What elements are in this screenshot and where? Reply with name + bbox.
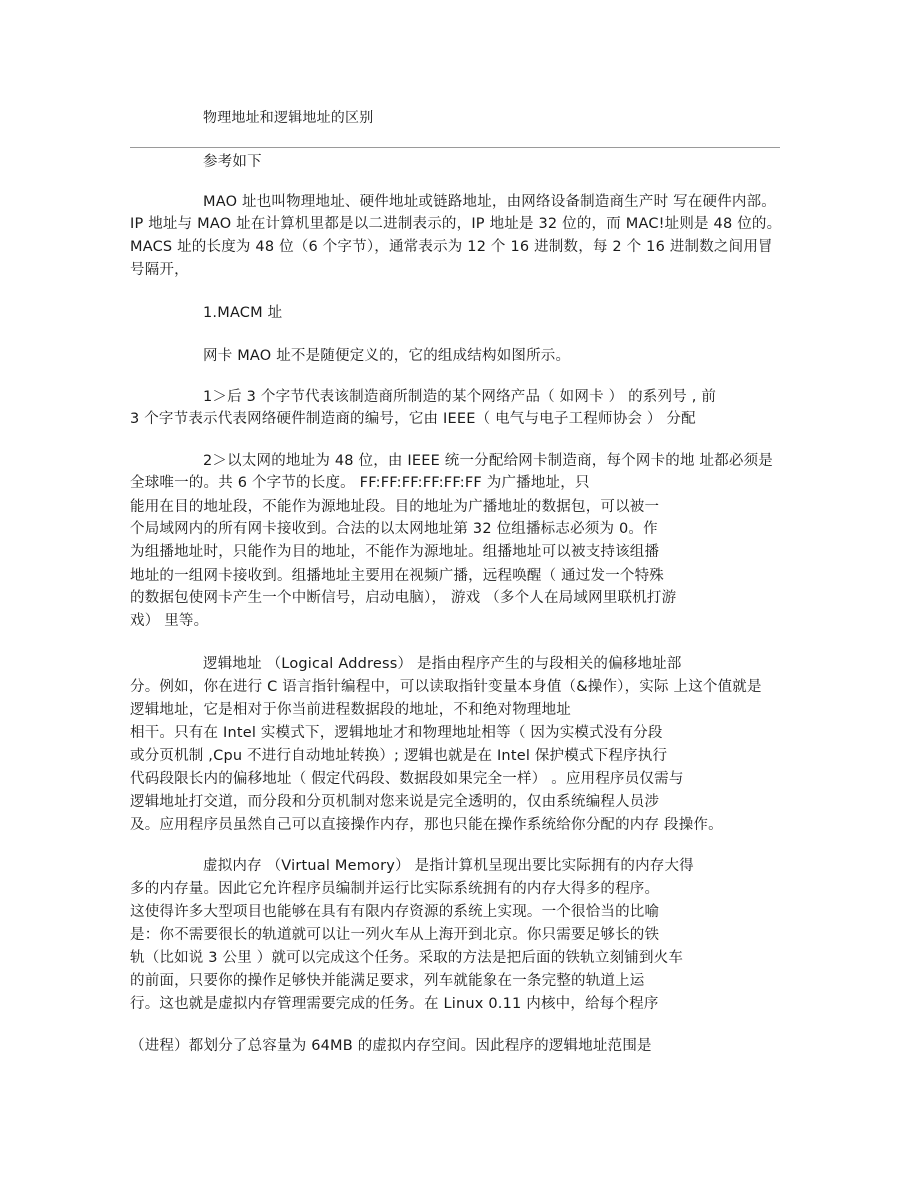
text-line: 代码段限长内的偏移地址（ 假定代码段、数据段如果完全一样） 。应用程序员仅需与 <box>130 771 684 787</box>
text-line: 的前面，只要你的操作足够快并能满足要求，列车就能象在一条完整的轨道上运 <box>130 973 645 989</box>
text-line: 或分页机制 ,Cpu 不进行自动地址转换）; 逻辑也就是在 Intel 保护模式下程序执行 <box>130 748 668 764</box>
text-line: 个局域网内的所有网卡接收到。合法的以太网地址第 32 位组播标志必须为 0。作 <box>130 521 658 537</box>
text-line: 戏） 里等。 <box>130 613 209 629</box>
text-line: 1＞后 3 个字节代表该制造商所制造的某个网络产品（ 如网卡 ） 的系列号 , 前 <box>203 389 717 405</box>
text-line: 是：你不需要很长的轨道就可以让一列火车从上海开到北京。你只需要足够长的铁 <box>130 927 660 943</box>
text-line: IP 地址与 MAO 址在计算机里都是以二进制表示的，IP 地址是 32 位的，而 MAC!址则是 48 位的。 <box>130 216 782 232</box>
text-line: 轨（比如说 3 公里 ）就可以完成这个任务。采取的方法是把后面的铁轨立刻铺到火车 <box>130 950 684 966</box>
text-line: 号隔开， <box>130 262 189 278</box>
section-heading-mac: 1.MACM 址 <box>203 305 283 321</box>
title-divider <box>130 147 780 148</box>
text-line: 这使得许多大型项目也能够在具有有限内存资源的系统上实现。一个很恰当的比喻 <box>130 904 660 920</box>
text-line: 分。例如，你在进行 C 语言指针编程中，可以读取指针变量本身值（&操作），实际 上这个值就是 <box>130 679 762 695</box>
text-line: 能用在目的地址段，不能作为源地址段。目的地址为广播地址的数据包，可以被一 <box>130 499 660 515</box>
reference-note: 参考如下 <box>203 154 262 170</box>
text-line: 及。应用程序员虽然自己可以直接操作内存，那也只能在操作系统给你分配的内存 段操作。 <box>130 817 723 833</box>
doc-title: 物理地址和逻辑地址的区别 <box>203 110 374 126</box>
text-line: 3 个字节表示代表网络硬件制造商的编号，它由 IEEE（ 电气与电子工程师协会 ） 分配 <box>130 411 696 427</box>
text-line: 的数据包使网卡产生一个中断信号，启动电脑）， 游戏 （多个人在局域网里联机打游 <box>130 590 677 606</box>
text-line: 行。这也就是虚拟内存管理需要完成的任务。在 Linux 0.11 内核中，给每个程序 <box>130 996 659 1012</box>
text-line: MACS 址的长度为 48 位（6 个字节），通常表示为 12 个 16 进制数，每 2 个 16 进制数之间用冒 <box>130 239 773 255</box>
paragraph-nic-mac: 网卡 MAO 址不是随便定义的，它的组成结构如图所示。 <box>203 348 571 364</box>
text-line: 地址的一组网卡接收到。组播地址主要用在视频广播，远程唤醒（ 通过发一个特殊 <box>130 568 665 584</box>
text-line: 2＞以太网的地址为 48 位，由 IEEE 统一分配给网卡制造商，每个网卡的地 址都必须是 <box>203 453 773 469</box>
text-line: 为组播地址时，只能作为目的地址，不能作为源地址。组播地址可以被支持该组播 <box>130 544 660 560</box>
text-line: 逻辑地址 （Logical Address） 是指由程序产生的与段相关的偏移地址部 <box>203 656 682 672</box>
text-line: 逻辑地址打交道，而分段和分页机制对您来说是完全透明的，仅由系统编程人员涉 <box>130 794 660 810</box>
paragraph-process-address-space: （进程）都划分了总容量为 64MB 的虚拟内存空间。因此程序的逻辑地址范围是 <box>130 1038 652 1054</box>
text-line: 全球唯一的。共 6 个字节的长度。 FF:FF:FF:FF:FF:FF 为广播地址，只 <box>130 475 590 491</box>
text-line: 多的内存量。因此它允许程序员编制并运行比实际系统拥有的内存大得多的程序。 <box>130 881 660 897</box>
text-line: 虚拟内存 （Virtual Memory） 是指计算机呈现出要比实际拥有的内存大得 <box>203 858 694 874</box>
text-line: MAO 址也叫物理地址、硬件地址或链路地址，由网络设备制造商生产时 写在硬件内部。 <box>203 194 777 210</box>
text-line: 逻辑地址，它是相对于你当前进程数据段的地址，不和绝对物理地址 <box>130 702 571 718</box>
text-line: 相干。只有在 Intel 实模式下，逻辑地址才和物理地址相等（ 因为实模式没有分段 <box>130 725 663 741</box>
